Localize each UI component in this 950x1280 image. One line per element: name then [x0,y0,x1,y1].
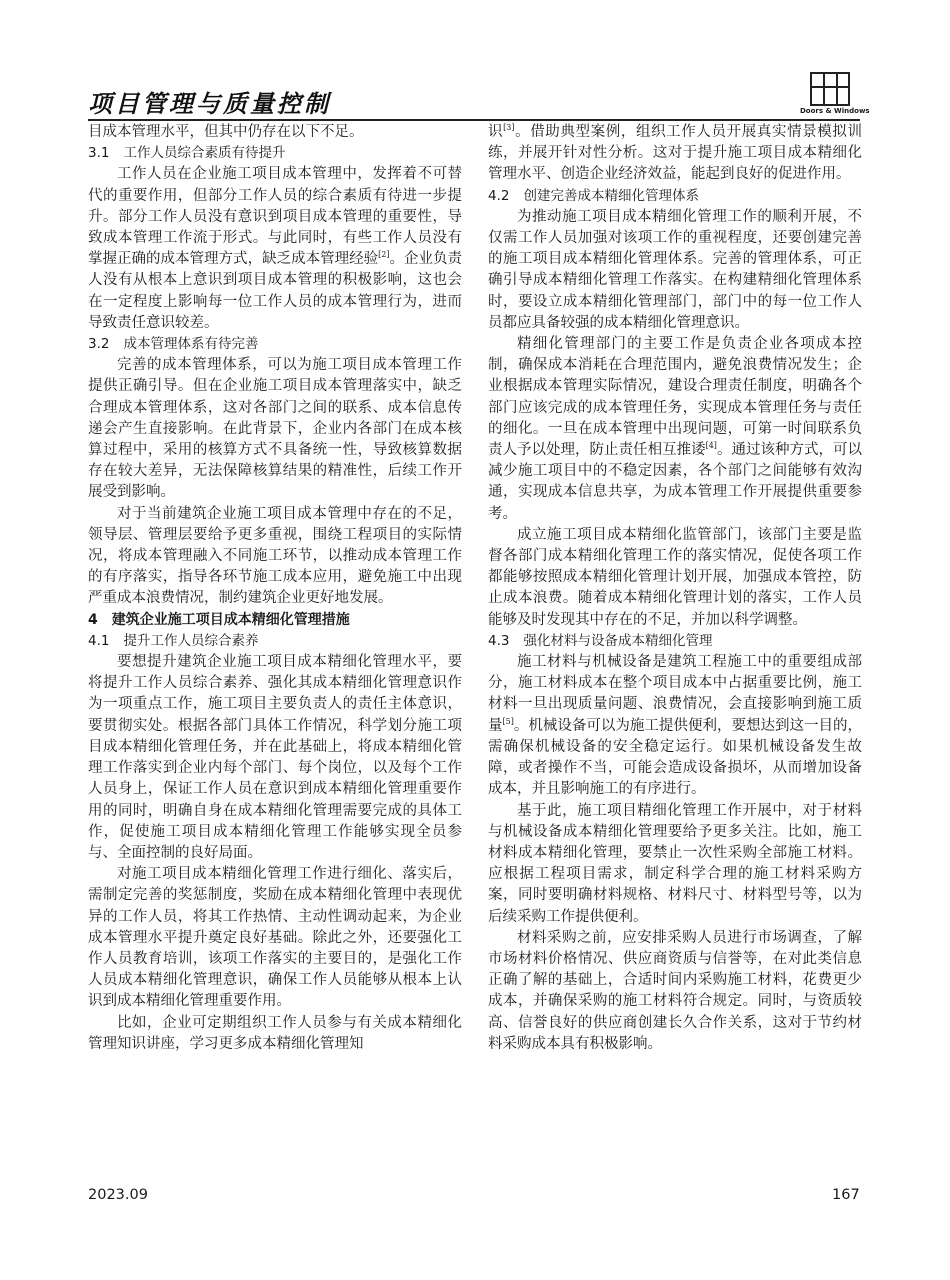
paragraph: 对施工项目成本精细化管理工作进行细化、落实后，需制定完善的奖惩制度，奖励在成本精细化管理中表现优异的工作人员，将其工作热情、主动性调动起来，为企业成本管理水平提升奠定良好基础。除此之外，还要强化工作人员教育培训，该项工作落实的主要目的，是强化工作人员成本精细化管理意识，确保工作人员能够从根本上认识到成本精细化管理重要作用。 [88,866,462,1010]
paragraph: 对于当前建筑企业施工项目成本管理中存在的不足，领导层、管理层要给予更多重视，围绕工程项目的实际情况，将成本管理融入不同施工环节，以推动成本管理工作的有序落实，指导各环节施工成本应用，避免施工中出现严重成本浪费情况，制约建筑企业更好地发展。 [88,505,462,607]
citation-ref: [2] [378,250,390,260]
section-heading-4-1 [88,631,462,652]
section-title: 提升工作人员综合素养 [123,632,259,649]
section-heading-4-2 [488,186,862,207]
section-number: 3.2 [88,336,110,353]
section-heading-4 [88,610,462,631]
section-title: 工作人员综合素质有待提升 [123,145,286,162]
window-frame-icon [810,72,850,106]
text-run: 施工材料与机械设备是建筑工程施工中的重要组成部分，施工材料成本在整个项目成本中占据重要比例，施工材料一旦出现质量问题、浪费情况，会直接影响到施工质量 [488,654,862,734]
text-run: 精细化管理部门的主要工作是负责企业各项成本控制，确保成本消耗在合理范围内，避免浪费情况发生；企业根据成本管理实际情况，建设合理责任制度，明确各个部门应该完成的成本管理任务，实现成本管理任务与责任的细化。一旦在成本管理中出现问题，可第一时间联系负责人予以处理，防止责任相互推诿 [488,336,862,459]
section-title: 强化材料与设备成本精细化管理 [523,632,713,649]
citation-ref: [4] [705,441,717,451]
running-header-title: 项目管理与质量控制 [88,90,331,118]
paragraph: 基于此，施工项目精细化管理工作开展中，对于材料与机械设备成本精细化管理要给予更多关注。比如，施工材料成本精细化管理，要禁止一次性采购全部施工材料。应根据工程项目需求，制定科学合理的施工材料采购方案，同时要明确材料规格、材料尺寸、材料型号等，以为后续采购工作提供便利。 [488,802,862,925]
citation-ref: [5] [502,716,514,726]
text-run: 。企业负责人没有从根本上意识到项目成本管理的积极影响，这也会在一定程度上影响每一位工作人员的成本管理行为，进而导致责任意识较差。 [88,251,462,331]
logo-caption: Doors & Windows [800,107,870,115]
paragraph: 完善的成本管理体系，可以为施工项目成本管理工作提供正确引导。但在企业施工项目成本管理落实中，缺乏合理成本管理体系，这对各部门之间的联系、成本信息传递会产生直接影响。在此背景下，企业内各部门在成本核算过程中，采用的核算方式不具备统一性，导致核算数据存在较大差异，无法保障核算结果的精准性，后续工作开展受到影响。 [88,357,462,501]
paragraph: 为推动施工项目成本精细化管理工作的顺利开展，不仅需工作人员加强对该项工作的重视程度，还要创建完善的施工项目成本精细化管理体系。完善的管理体系，可正确引导成本精细化管理工作落实。在构建精细化管理体系时，要设立成本精细化管理部门，部门中的每一位工作人员都应具备较强的成本精细化管理意识。 [488,208,862,331]
paragraph: 材料采购之前，应安排采购人员进行市场调查，了解市场材料价格情况、供应商资质与信誉等，在对此类信息正确了解的基础上，合适时间内采购施工材料，花费更少成本，并确保采购的施工材料符合规定。同时，与资质较高、信誉良好的供应商创建长久合作关系，这对于节约材料采购成本具有积极影响。 [488,929,862,1052]
section-heading-3-2 [88,334,462,355]
text-run: 。机械设备可以为施工提供便利，要想达到这一目的，需确保机械设备的安全稳定运行。如果机械设备发生故障，或者操作不当，可能会造成设备损坏，从而增加设备成本，并且影响施工的有序进行。 [488,717,863,798]
header-rule [88,119,860,121]
logo-crossbar [812,86,848,88]
paragraph [88,164,462,334]
section-number: 4.2 [488,187,510,204]
paragraph: 比如，企业可定期组织工作人员参与有关成本精细化管理知识讲座，学习更多成本精细化管理知 [88,1014,462,1052]
doors-windows-logo [800,72,870,116]
section-number: 4.3 [488,632,510,649]
text-run: 识 [488,124,504,140]
paragraph [488,334,862,525]
paragraph: 要想提升建筑企业施工项目成本精细化管理水平，要将提升工作人员综合素养、强化其成本精细化管理意识作为一项重点工作，施工项目主要负责人的责任主体意识，要贯彻实处。根据各部门具体工作情况，科学划分施工项目成本精细化管理任务，并在此基础上，将成本精细化管理工作落实到企业内每个部门、每个岗位，以及每个工作人员身上，保证工作人员在意识到成本精细化管理重要作用的同时，明确自身在成本精细化管理需要完成的具体工作，促使施工项目成本精细化管理工作能够实现全员参与、全面控制的良好局面。 [88,654,462,861]
section-heading-4-3 [488,631,862,652]
text-run: 工作人员在企业施工项目成本管理中，发挥着不可替代的重要作用，但部分工作人员的综合素质有待进一步提升。部分工作人员没有意识到项目成本管理的重要性，导致成本管理工作流于形式。与此同时，有些工作人员没有掌握正确的成本管理方式，缺乏成本管理经验 [88,166,462,268]
issue-date: 2023.09 [88,1187,148,1203]
paragraph [488,122,862,186]
page-number: 167 [832,1187,860,1203]
text-run: 。通过该种方式，可以减少施工项目中的不稳定因素，各个部门之间能够有效沟通，实现成本信息共享，为成本管理工作开展提供重要参考。 [488,442,862,522]
section-title: 建筑企业施工项目成本精细化管理措施 [111,611,350,628]
citation-ref: [3] [503,123,515,133]
section-title: 创建完善成本精细化管理体系 [523,187,699,204]
section-title: 成本管理体系有待完善 [123,336,259,353]
paragraph: 成立施工项目成本精细化监管部门，该部门主要是监督各部门成本精细化管理工作的落实情况，促使各项工作都能够按照成本精细化管理计划开展，加强成本管控，防止成本浪费。随着成本精细化管理计划的落实，工作人员能够及时发现其中存在的不足，并加以科学调整。 [488,526,862,628]
section-number: 3.1 [88,145,110,162]
paragraph: 目成本管理水平，但其中仍存在以下不足。 [88,124,364,140]
left-column [88,122,462,1055]
section-heading-3-1 [88,143,462,164]
text-run: 。借助典型案例，组织工作人员开展真实情景模拟训练，并展开针对性分析。这对于提升施工项目成本精细化管理水平、创造企业经济效益，能起到良好的促进作用。 [488,124,863,183]
section-number: 4 [88,611,98,628]
right-column [488,122,862,1055]
section-number: 4.1 [88,632,110,649]
paragraph [488,652,862,800]
